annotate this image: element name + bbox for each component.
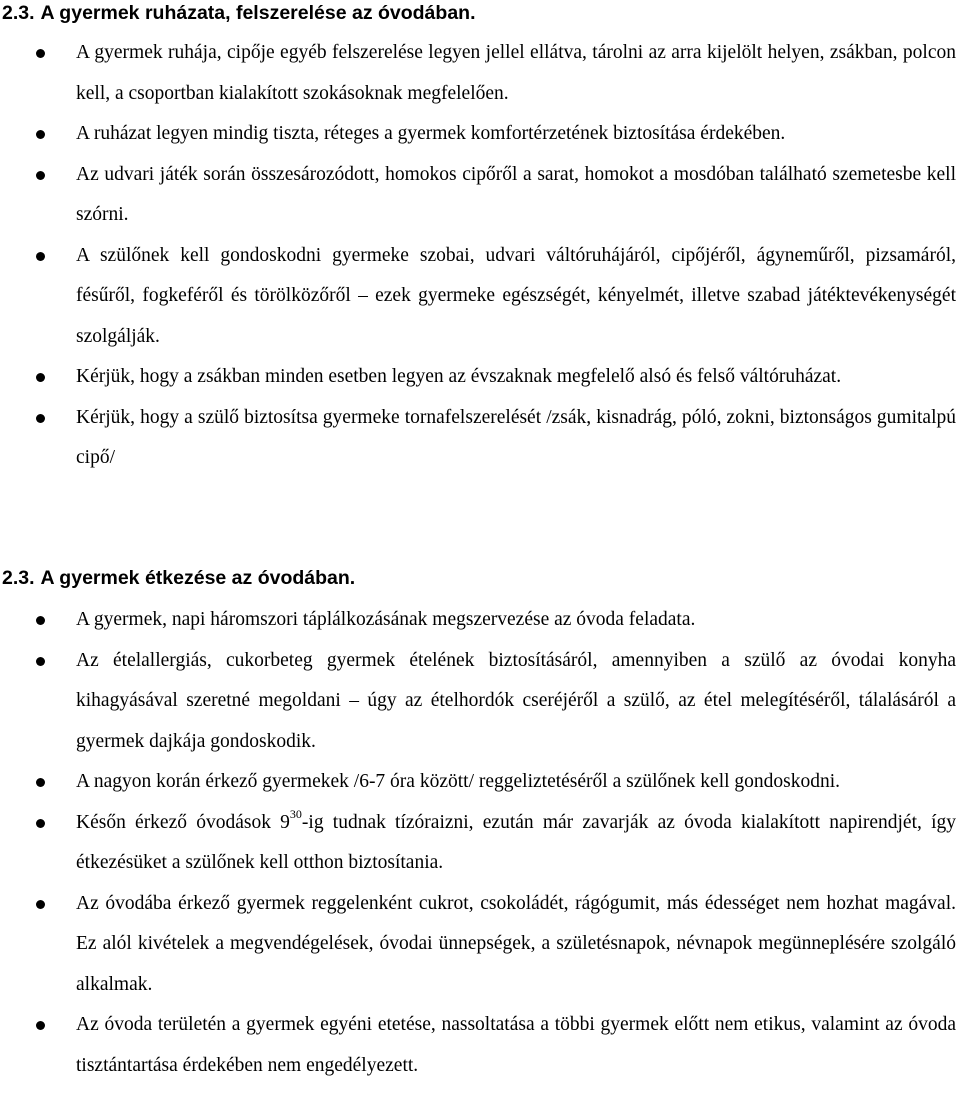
list-item [0,600,960,641]
section-title: A gyermek ruházata, felszerelése az óvodában. [40,2,476,24]
list-item-text: Kérjük, hogy a szülő biztosítsa gyermeke tornafelszerelését /zsák, kisnadrág, póló, zokni, biztonságos gumitalpú cipő/ [76,406,956,468]
list-item [0,762,960,803]
bullet-list [0,600,960,1086]
section-heading [0,0,960,26]
bullet-list [0,33,960,479]
section-clothing [0,0,960,479]
bullet-icon [36,171,45,180]
bullet-icon [36,252,45,261]
bullet-icon [36,819,45,828]
list-item [0,398,960,479]
list-item-text: A gyermek ruhája, cipője egyéb felszerelése legyen jellel ellátva, tárolni az arra kijelölt helyen, zsákban, polcon kell, a csoportban kialakított szokásoknak megfelelően. [76,42,956,104]
section-title: A gyermek étkezése az óvodában. [40,567,356,589]
list-item-text: A gyermek, napi háromszori táplálkozásának megszervezése az óvoda feladata. [76,609,696,630]
list-item-text: Kérjük, hogy a zsákban minden esetben legyen az évszaknak megfelelő alsó és felső váltóruházat. [76,366,842,387]
list-item-text: Az óvodába érkező gyermek reggelenként cukrot, csokoládét, rágógumit, más édességet nem hozhat magával. Ez alól kivételek a megvendégelések, óvodai ünnepségek, a születésnapok, névnapok megünneplésére szolgáló alkalmak. [76,892,956,995]
list-item [0,236,960,358]
list-item-text-after: -ig tudnak tízóraizni, ezután már zavarják az óvoda kialakított napirendjét, így étkezésüket a szülőnek kell otthon biztosítania. [76,811,956,873]
section-number: 2.3. [2,567,35,589]
list-item [0,884,960,1006]
bullet-icon [36,778,45,787]
bullet-icon [36,900,45,909]
bullet-icon [36,130,45,139]
bullet-icon [36,616,45,625]
list-item-text: A nagyon korán érkező gyermekek /6-7 óra között/ reggeliztetéséről a szülőnek kell gondoskodni. [76,771,841,792]
list-item [0,357,960,398]
list-item [0,641,960,763]
list-item-text: Az udvari játék során összesározódott, homokos cipőről a sarat, homokot a mosdóban található szemetesbe kell szórni. [76,163,956,225]
bullet-icon [36,49,45,58]
list-item [0,114,960,155]
list-item-text-before: Későn érkező óvodások 9 [76,811,290,833]
bullet-icon [36,414,45,423]
bullet-icon [36,373,45,382]
list-item [0,803,960,884]
list-item [0,155,960,236]
section-meals [0,565,960,1086]
section-number: 2.3. [2,2,35,24]
list-item-text: A szülőnek kell gondoskodni gyermeke szobai, udvari váltóruhájáról, cipőjéről, ágyneműről, pizsamáról, fésűről, fogkeféről és törölközőről – ezek gyermeke egészségét, kényelmét, illetve szabad játéktevékenységét szolgálják. [76,244,956,347]
list-item-text: Az óvoda területén a gyermek egyéni etetése, nassoltatása a többi gyermek előtt nem etikus, valamint az óvoda tisztántartása érdekében nem engedélyezett. [76,1014,956,1076]
list-item-text: Az ételallergiás, cukorbeteg gyermek ételének biztosításáról, amennyiben a szülő az óvodai konyha kihagyásával szeretné megoldani – úgy az ételhordók cseréjéről a szülő, az étel melegítéséről, tálalásáról a gyermek dajkája gondoskodik. [76,649,956,752]
bullet-icon [36,1021,45,1030]
list-item [0,1005,960,1086]
time-superscript: 30 [289,807,302,821]
section-heading [0,565,960,591]
list-item [0,33,960,114]
bullet-icon [36,657,45,666]
list-item-text: A ruházat legyen mindig tiszta, réteges a gyermek komfortérzetének biztosítása érdekében. [76,123,786,144]
